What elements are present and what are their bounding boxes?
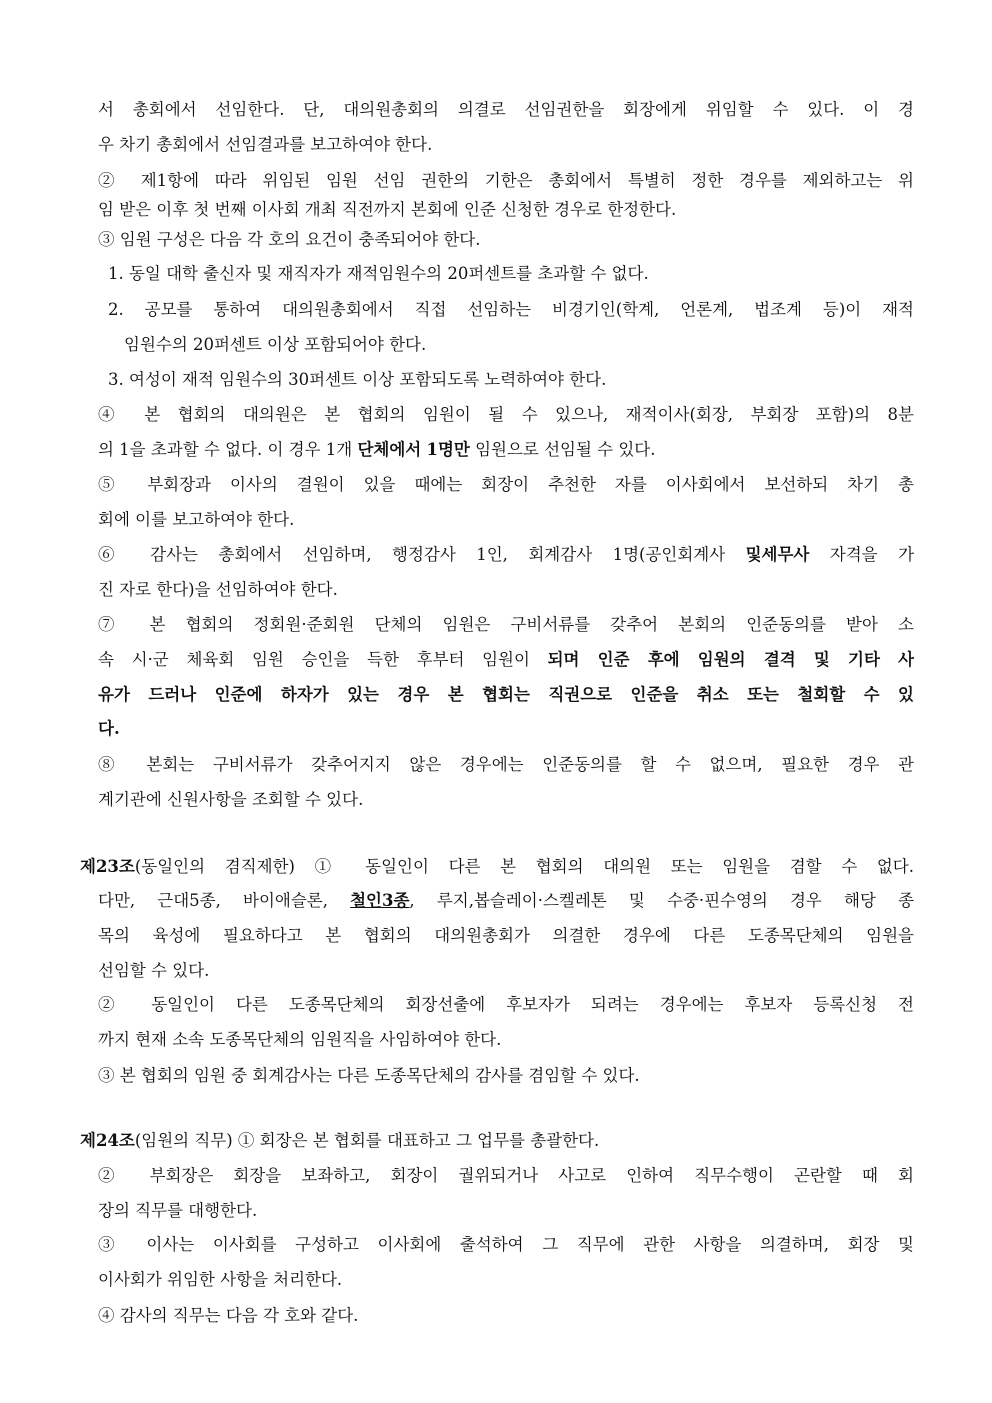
text-line: ③ 본 협회의 임원 중 회계감사는 다른 도종목단체의 감사를 겸임할 수 있다. <box>98 1066 640 1085</box>
article-number: 제24조 <box>80 1131 135 1150</box>
text-line: 우 차기 총회에서 선임결과를 보고하여야 한다. <box>98 135 433 154</box>
text-line: ③ 이사는 이사회를 구성하고 이사회에 출석하여 그 직무에 관한 사항을 의결하며, 회장 및 <box>98 1235 914 1254</box>
article-24-heading <box>80 1130 914 1152</box>
bold-text: 단체에서 <box>357 440 422 459</box>
text-segment: ⑥ 감사는 총회에서 선임하며, 행정감사 1인, 회계감사 1명(공인회계사 <box>98 545 746 564</box>
text-line <box>98 544 914 566</box>
text-line: 이사회가 위임한 사항을 처리한다. <box>98 1270 343 1289</box>
text-line: ⑧ 본회는 구비서류가 갖추어지지 않은 경우에는 인준동의를 할 수 없으며, 필요한 경우 관 <box>98 755 914 774</box>
bold-text-line: 다. <box>98 719 120 738</box>
text-segment: 다만, 근대5종, 바이애슬론, <box>98 891 351 910</box>
text-line <box>98 649 914 671</box>
text-line: 회에 이를 보고하여야 한다. <box>98 510 295 529</box>
text-line: 임 받은 이후 첫 번째 이사회 개최 직전까지 본회에 인준 신청한 경우로 한정한다. <box>98 200 677 219</box>
article-23-heading <box>80 856 914 878</box>
text-line: ⑤ 부회장과 이사의 결원이 있을 때에는 회장이 추천한 자를 이사회에서 보선하되 차기 총 <box>98 475 914 494</box>
text-line: ② 동일인이 다른 도종목단체의 회장선출에 후보자가 되려는 경우에는 후보자 등록신청 전 <box>98 995 914 1014</box>
text-line: ④ 본 협회의 대의원은 본 협회의 임원이 될 수 있으나, 재적이사(회장, 부회장 포함)의 8분 <box>98 405 914 424</box>
text-line: 까지 현재 소속 도종목단체의 임원직을 사임하여야 한다. <box>98 1030 502 1049</box>
text-line: ④ 감사의 직무는 다음 각 호와 같다. <box>98 1306 359 1325</box>
text-line: 목의 육성에 필요하다고 본 협회의 대의원총회가 의결한 경우에 다른 도종목단체의 임원을 <box>98 926 914 945</box>
text-segment: 의 1을 초과할 수 없다. 이 경우 1개 <box>98 440 358 459</box>
text-line: ③ 임원 구성은 다음 각 호의 요건이 충족되어야 한다. <box>98 230 481 249</box>
underlined-bold-text: 철인3종 <box>350 891 410 910</box>
text-line <box>98 439 914 461</box>
text-segment: 속 시·군 체육회 임원 승인을 득한 후부터 임원이 <box>98 650 548 669</box>
text-line: ② 부회장은 회장을 보좌하고, 회장이 궐위되거나 사고로 인하여 직무수행이 곤란할 때 회 <box>98 1166 914 1185</box>
text-line: 계기관에 신원사항을 조회할 수 있다. <box>98 790 364 809</box>
article-number: 제23조 <box>80 857 135 876</box>
text-segment: , 루지,봅슬레이·스켈레톤 및 수중·핀수영의 경우 해당 종 <box>409 891 914 910</box>
bold-text: 되며 인준 후에 임원의 결격 및 기타 사 <box>547 650 914 669</box>
text-line: ② 제1항에 따라 위임된 임원 선임 권한의 기한은 총회에서 특별히 정한 경우를 제외하고는 위 <box>98 171 914 190</box>
bold-text: 1명만 <box>426 440 470 459</box>
text-segment: (동일인의 겸직제한) ① 동일인이 다른 본 협회의 대의원 또는 임원을 겸할 수 없다. <box>134 857 914 876</box>
text-line: 서 총회에서 선임한다. 단, 대의원총회의 의결로 선임권한을 회장에게 위임할 수 있다. 이 경 <box>98 100 914 119</box>
list-item-continued: 임원수의 20퍼센트 이상 포함되어야 한다. <box>124 335 427 354</box>
text-line: 선임할 수 있다. <box>98 961 210 980</box>
text-segment: 자격을 가 <box>809 545 914 564</box>
text-segment: 임원으로 선임될 수 있다. <box>469 440 656 459</box>
bold-text-line: 유가 드러나 인준에 하자가 있는 경우 본 협회는 직권으로 인준을 취소 또는 철회할 수 있 <box>98 685 914 704</box>
text-line <box>98 890 914 912</box>
bold-text: 및세무사 <box>745 545 810 564</box>
list-item: 3. 여성이 재적 임원수의 30퍼센트 이상 포함되도록 노력하여야 한다. <box>108 370 607 389</box>
list-item: 2. 공모를 통하여 대의원총회에서 직접 선임하는 비경기인(학계, 언론계, 법조계 등)이 재적 <box>108 300 914 319</box>
list-item: 1. 동일 대학 출신자 및 재직자가 재적임원수의 20퍼센트를 초과할 수 없다. <box>108 264 649 283</box>
text-line: ⑦ 본 협회의 정회원·준회원 단체의 임원은 구비서류를 갖추어 본회의 인준동의를 받아 소 <box>98 615 914 634</box>
text-line: 장의 직무를 대행한다. <box>98 1201 258 1220</box>
text-segment: (임원의 직무) ① 회장은 본 협회를 대표하고 그 업무를 총괄한다. <box>134 1131 600 1150</box>
text-line: 진 자로 한다)을 선임하여야 한다. <box>98 580 338 599</box>
